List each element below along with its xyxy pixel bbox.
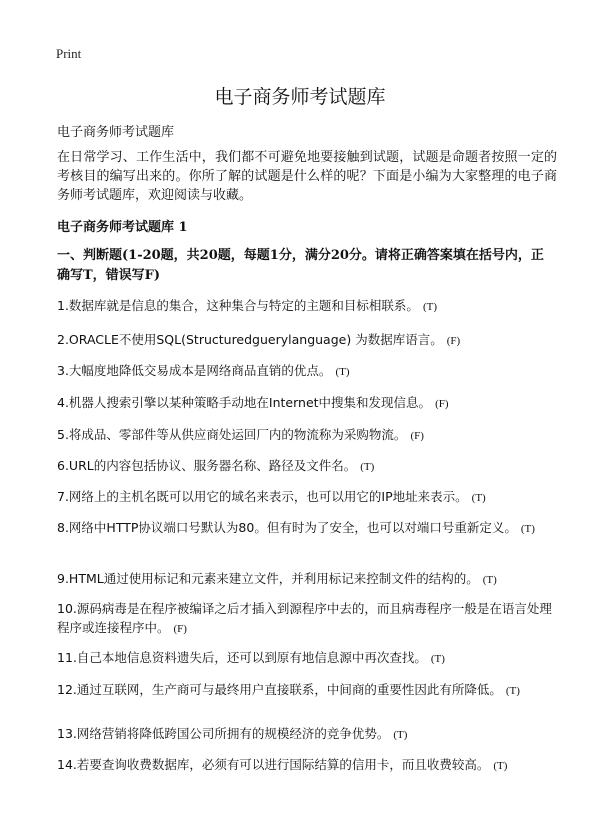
question-answer: (F) <box>173 623 187 635</box>
question-item <box>57 425 553 446</box>
question-item <box>57 599 553 639</box>
question-answer: (T) <box>360 461 375 473</box>
question-answer: (T) <box>430 653 445 665</box>
question-text: 11.自己本地信息资料遗失后，还可以到原有地信息源中再次查找。 <box>57 650 427 665</box>
page-title: 电子商务师考试题库 <box>214 86 386 108</box>
question-text: 13.网络营销将降低跨国公司所拥有的规模经济的竞争优势。 <box>57 726 390 741</box>
document-subtitle: 电子商务师考试题库 <box>57 125 175 140</box>
question-answer: (F) <box>435 398 449 410</box>
question-answer: (T) <box>335 366 350 378</box>
question-text: 14.若要查询收费数据库，必须有可以进行国际结算的信用卡，而且收费较高。 <box>57 757 490 772</box>
question-answer: (T) <box>471 492 486 504</box>
question-text: 6.URL的内容包括协议、服务器名称、路径及文件名。 <box>57 458 357 473</box>
question-text: 1.数据库就是信息的集合，这种集合与特定的主题和目标相联系。 <box>57 298 419 313</box>
question-answer: (T) <box>393 729 408 741</box>
question-answer: (T) <box>482 574 497 586</box>
question-item <box>57 755 553 776</box>
question-text: 2.ORACLE不使用SQL(Structuredguerylanguage) 为数据库语言。 <box>57 332 443 347</box>
question-item <box>57 456 553 477</box>
question-text: 12.通过互联网，生产商可与最终用户直接联系，中间商的重要性因此有所降低。 <box>57 682 502 697</box>
part-heading: 一、判断题(1-20题，共20题，每题1分，满分20分。请将正确答案填在括号内，正确写T，错误写F) <box>57 248 544 283</box>
question-text: 9.HTML通过使用标记和元素来建立文件，并利用标记来控制文件的结构的。 <box>57 571 479 586</box>
question-answer: (T) <box>520 523 535 535</box>
intro-paragraph: 在日常学习、工作生活中，我们都不可避免地要接触到试题，试题是命题者按照一定的考核目的编写出来的。你所了解的试题是什么样的呢？下面是小编为大家整理的电子商务师考试题库，欢迎阅读与收藏。 <box>57 150 557 203</box>
question-item <box>57 361 553 382</box>
question-answer: (F) <box>410 430 424 442</box>
question-text: 10.源码病毒是在程序被编译之后才插入到源程序中去的，而且病毒程序一般是在语言处理程序或连接程序中。 <box>57 601 552 635</box>
question-text: 7.网络上的主机名既可以用它的域名来表示，也可以用它的IP地址来表示。 <box>57 489 468 504</box>
section-heading: 电子商务师考试题库 1 <box>57 220 188 235</box>
question-answer: (F) <box>446 335 461 347</box>
question-text: 3.大幅度地降低交易成本是网络商品直销的优点。 <box>57 363 332 378</box>
question-answer: (T) <box>422 301 437 313</box>
question-answer: (T) <box>505 685 520 697</box>
question-item <box>57 569 553 590</box>
question-item <box>57 330 553 351</box>
question-text: 8.网络中HTTP协议端口号默认为80。但有时为了安全，也可以对端口号重新定义。 <box>57 520 517 535</box>
question-item <box>57 680 553 701</box>
question-text: 4.机器人搜索引擎以某种策略手动地在Internet中搜集和发现信息。 <box>57 395 432 410</box>
question-item <box>57 648 553 669</box>
question-item <box>57 296 553 317</box>
question-item <box>57 393 553 414</box>
question-item <box>57 518 553 539</box>
question-text: 5.将成品、零部件等从供应商处运回厂内的物流称为采购物流。 <box>57 427 407 442</box>
print-label: Print <box>56 46 82 61</box>
question-item <box>57 724 553 745</box>
question-item <box>57 487 553 508</box>
question-answer: (T) <box>493 760 508 772</box>
